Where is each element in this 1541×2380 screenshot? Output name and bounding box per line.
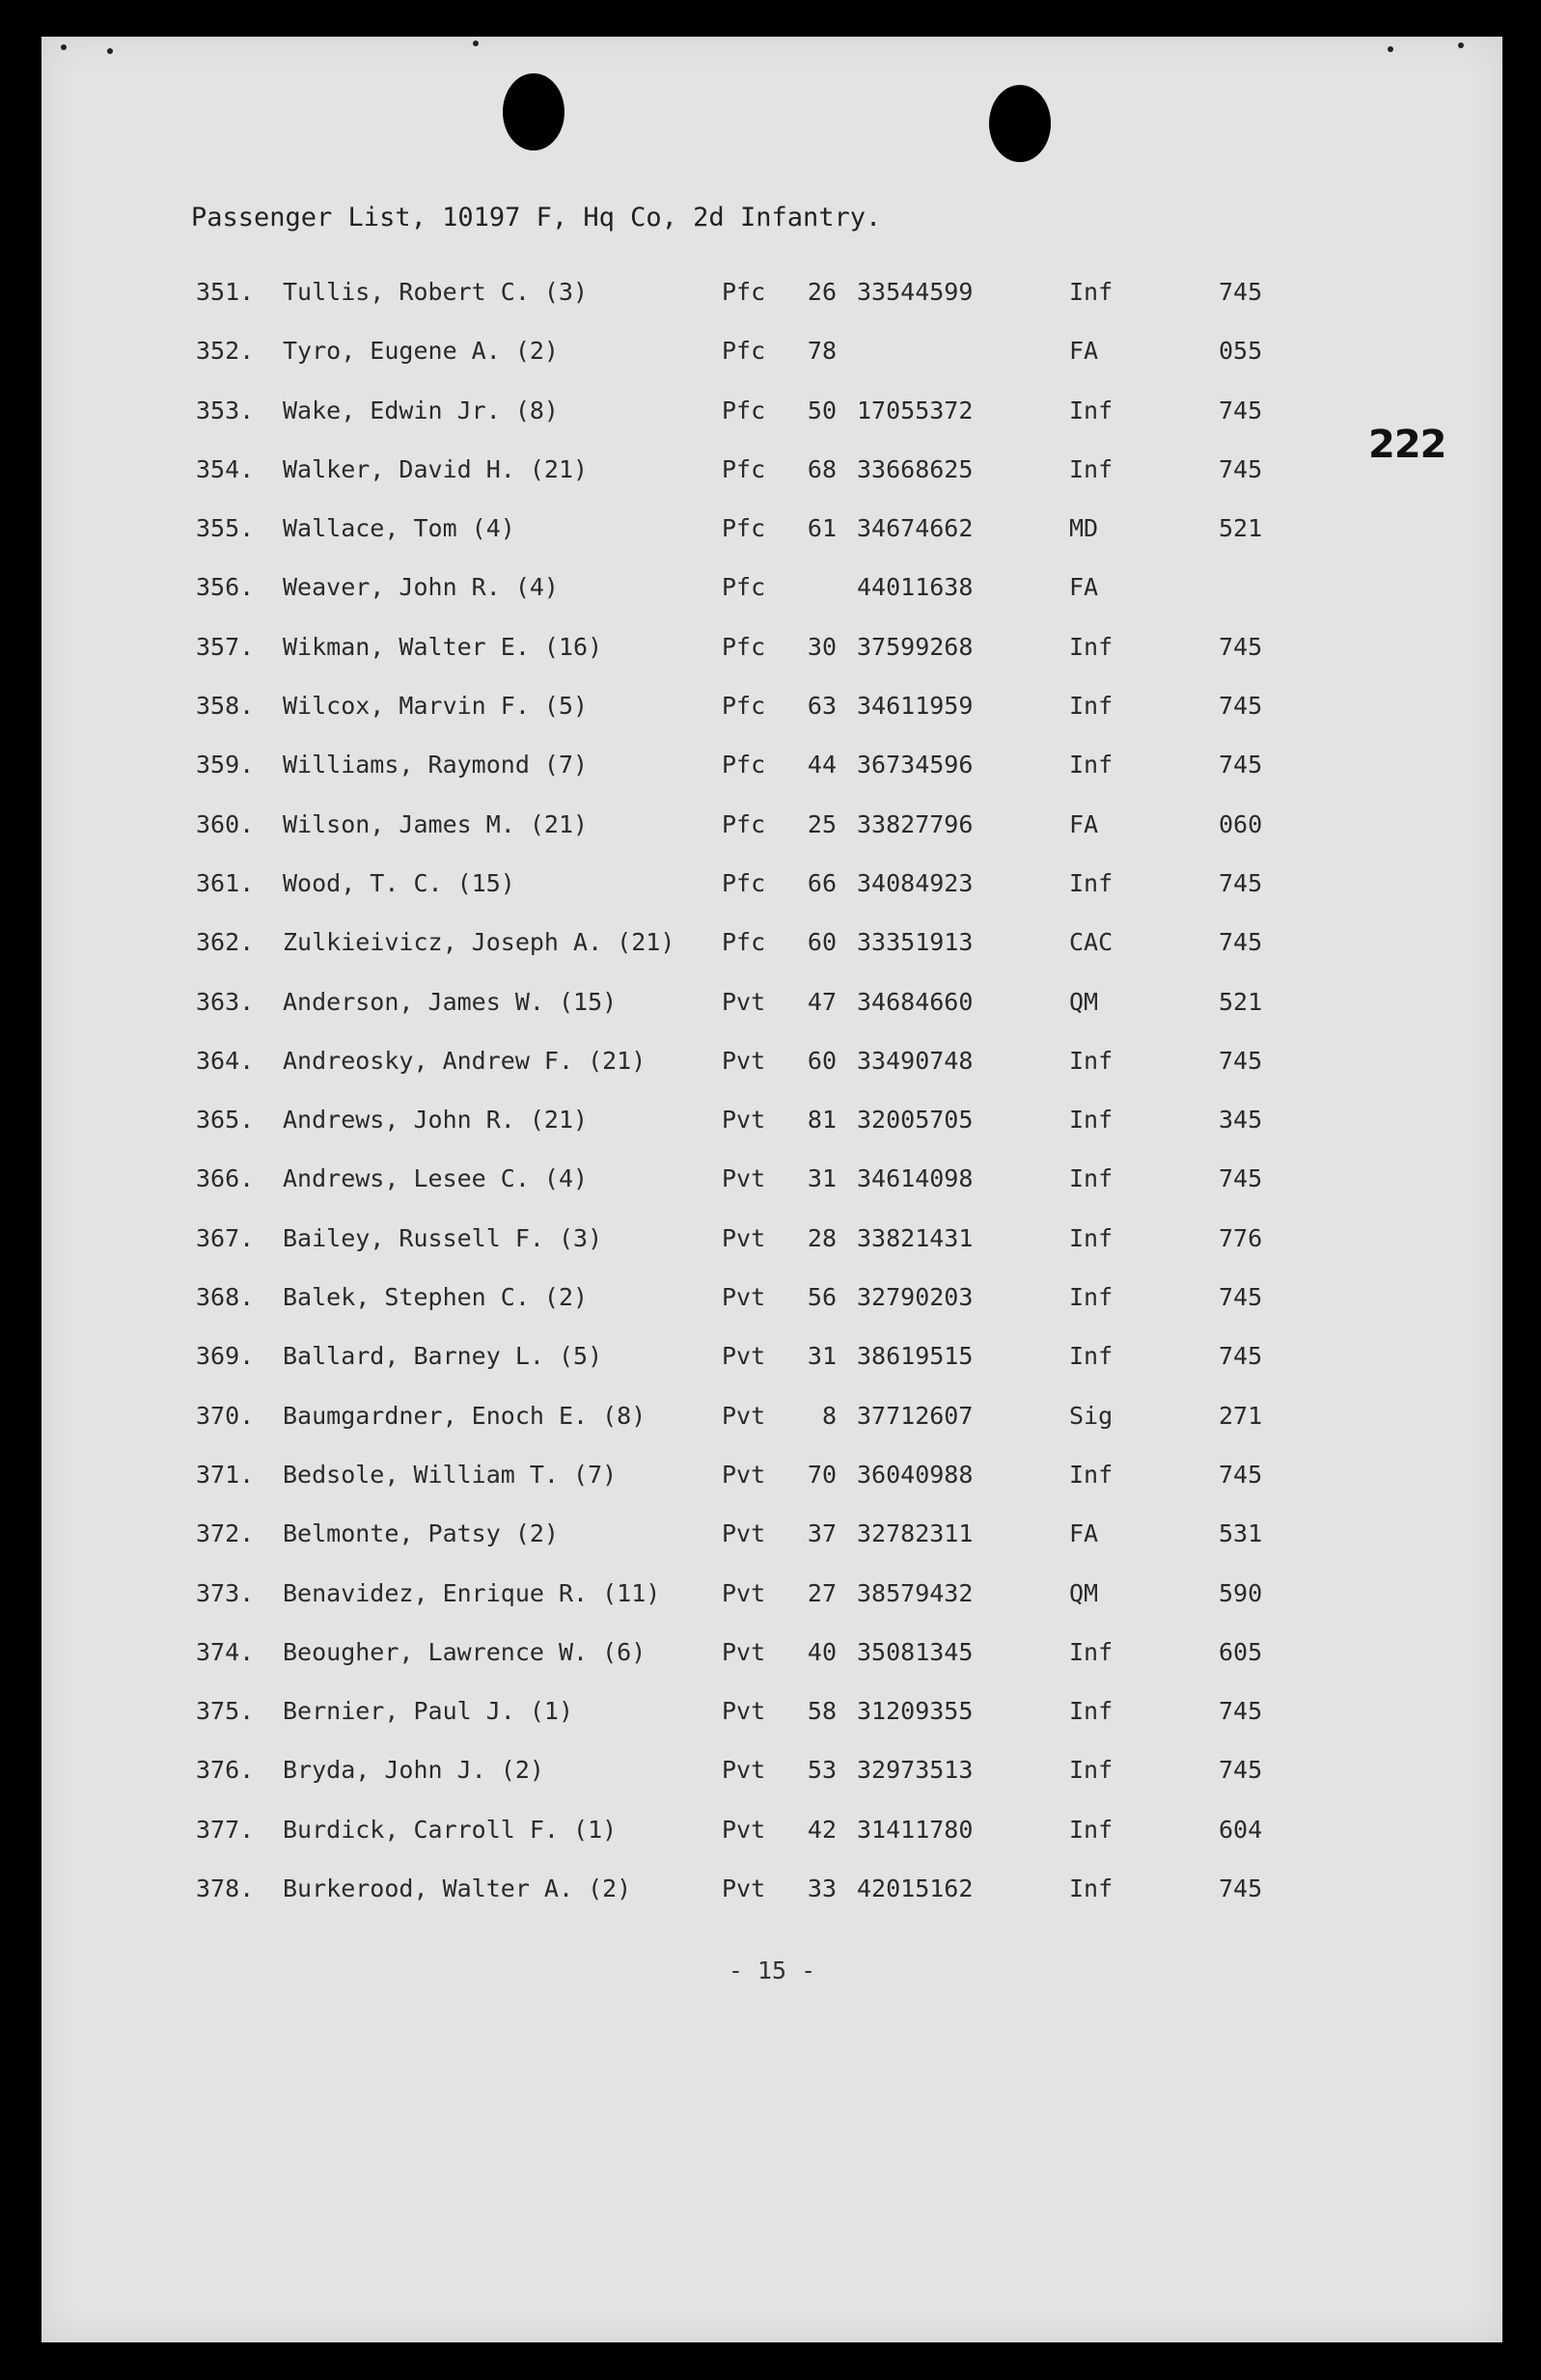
- cell-rank: Pfc: [722, 751, 766, 780]
- cell-rank: Pvt: [722, 1519, 766, 1548]
- cell-name: Wikman, Walter E. (16): [283, 632, 603, 661]
- cell-arm: Inf: [1069, 868, 1114, 897]
- cell-name: Bryda, John J. (2): [283, 1756, 544, 1785]
- cell-num: 352.: [196, 337, 255, 366]
- cell-age: 70: [807, 1460, 837, 1489]
- table-row: [41, 1628, 1502, 1687]
- cell-serial: 32790203: [857, 1283, 974, 1312]
- cell-num: 356.: [196, 573, 255, 602]
- cell-num: 351.: [196, 278, 255, 306]
- cell-serial: 33490748: [857, 1046, 974, 1075]
- cell-code: 055: [1219, 337, 1263, 366]
- cell-code: 745: [1219, 1046, 1263, 1075]
- cell-age: 68: [807, 454, 837, 483]
- cell-arm: Inf: [1069, 396, 1114, 424]
- speck: [1458, 42, 1464, 48]
- cell-num: 362.: [196, 928, 255, 957]
- cell-name: Walker, David H. (21): [283, 454, 589, 483]
- cell-name: Andreosky, Andrew F. (21): [283, 1046, 647, 1075]
- cell-name: Andrews, Lesee C. (4): [283, 1164, 589, 1193]
- cell-rank: Pfc: [722, 454, 766, 483]
- cell-age: 30: [807, 632, 837, 661]
- cell-arm: Inf: [1069, 751, 1114, 780]
- cell-arm: Inf: [1069, 1283, 1114, 1312]
- speck: [1388, 46, 1393, 52]
- cell-arm: Sig: [1069, 1401, 1114, 1430]
- cell-rank: Pvt: [722, 1637, 766, 1666]
- cell-arm: Inf: [1069, 1223, 1114, 1252]
- cell-age: 28: [807, 1223, 837, 1252]
- table-row: [41, 1510, 1502, 1569]
- table-row: [41, 1155, 1502, 1214]
- cell-name: Benavidez, Enrique R. (11): [283, 1578, 661, 1607]
- speck: [107, 48, 113, 54]
- cell-serial: 34084923: [857, 868, 974, 897]
- cell-age: 8: [821, 1401, 837, 1430]
- table-row: [41, 1392, 1502, 1451]
- cell-age: 42: [807, 1815, 837, 1844]
- table-row: [41, 1746, 1502, 1805]
- cell-age: 33: [807, 1874, 837, 1903]
- cell-name: Burdick, Carroll F. (1): [283, 1815, 618, 1844]
- cell-rank: Pfc: [722, 868, 766, 897]
- cell-num: 378.: [196, 1874, 255, 1903]
- cell-age: 37: [807, 1519, 837, 1548]
- cell-rank: Pfc: [722, 514, 766, 543]
- table-row: [41, 1687, 1502, 1746]
- cell-serial: 32005705: [857, 1106, 974, 1135]
- cell-age: 53: [807, 1756, 837, 1785]
- cell-serial: 31209355: [857, 1697, 974, 1726]
- table-row: [41, 327, 1502, 386]
- cell-name: Tullis, Robert C. (3): [283, 278, 589, 306]
- cell-code: 745: [1219, 1283, 1263, 1312]
- cell-code: 605: [1219, 1637, 1263, 1666]
- cell-age: 25: [807, 809, 837, 838]
- cell-name: Williams, Raymond (7): [283, 751, 589, 780]
- cell-arm: Inf: [1069, 1046, 1114, 1075]
- cell-num: 359.: [196, 751, 255, 780]
- cell-rank: Pvt: [722, 1223, 766, 1252]
- cell-age: 78: [807, 337, 837, 366]
- cell-serial: 34611959: [857, 692, 974, 721]
- cell-arm: FA: [1069, 573, 1099, 602]
- cell-rank: Pfc: [722, 809, 766, 838]
- table-row: [41, 1037, 1502, 1096]
- punch-hole-left: [503, 73, 564, 150]
- cell-rank: Pfc: [722, 278, 766, 306]
- cell-name: Balek, Stephen C. (2): [283, 1283, 589, 1312]
- cell-num: 355.: [196, 514, 255, 543]
- cell-serial: 32782311: [857, 1519, 974, 1548]
- cell-name: Wilcox, Marvin F. (5): [283, 692, 589, 721]
- cell-code: 060: [1219, 809, 1263, 838]
- cell-serial: 37712607: [857, 1401, 974, 1430]
- cell-code: 345: [1219, 1106, 1263, 1135]
- cell-serial: 17055372: [857, 396, 974, 424]
- table-row: [41, 563, 1502, 622]
- cell-num: 375.: [196, 1697, 255, 1726]
- cell-code: 604: [1219, 1815, 1263, 1844]
- cell-name: Wake, Edwin Jr. (8): [283, 396, 559, 424]
- cell-arm: FA: [1069, 809, 1099, 838]
- table-row: [41, 741, 1502, 800]
- cell-arm: Inf: [1069, 1106, 1114, 1135]
- cell-age: 56: [807, 1283, 837, 1312]
- cell-arm: FA: [1069, 337, 1099, 366]
- table-row: [41, 1865, 1502, 1924]
- cell-name: Tyro, Eugene A. (2): [283, 337, 559, 366]
- cell-code: 745: [1219, 928, 1263, 957]
- cell-age: 66: [807, 868, 837, 897]
- cell-name: Bernier, Paul J. (1): [283, 1697, 574, 1726]
- cell-code: 745: [1219, 1164, 1263, 1193]
- cell-serial: 36734596: [857, 751, 974, 780]
- cell-arm: MD: [1069, 514, 1099, 543]
- cell-rank: Pvt: [722, 1401, 766, 1430]
- cell-num: 376.: [196, 1756, 255, 1785]
- cell-serial: 33544599: [857, 278, 974, 306]
- cell-arm: QM: [1069, 987, 1099, 1016]
- cell-rank: Pvt: [722, 1046, 766, 1075]
- cell-name: Bailey, Russell F. (3): [283, 1223, 603, 1252]
- table-row: [41, 860, 1502, 918]
- table-row: [41, 387, 1502, 446]
- cell-name: Zulkieivicz, Joseph A. (21): [283, 928, 675, 957]
- table-row: [41, 446, 1502, 505]
- cell-name: Andrews, John R. (21): [283, 1106, 589, 1135]
- cell-code: 745: [1219, 632, 1263, 661]
- table-row: [41, 801, 1502, 860]
- cell-name: Weaver, John R. (4): [283, 573, 559, 602]
- cell-rank: Pvt: [722, 1874, 766, 1903]
- cell-code: 745: [1219, 1697, 1263, 1726]
- cell-num: 367.: [196, 1223, 255, 1252]
- cell-code: 745: [1219, 868, 1263, 897]
- cell-arm: FA: [1069, 1519, 1099, 1548]
- speck: [473, 41, 479, 46]
- cell-serial: 31411780: [857, 1815, 974, 1844]
- cell-rank: Pvt: [722, 1756, 766, 1785]
- cell-arm: Inf: [1069, 1756, 1114, 1785]
- cell-rank: Pvt: [722, 1106, 766, 1135]
- cell-code: 745: [1219, 692, 1263, 721]
- cell-code: 745: [1219, 1460, 1263, 1489]
- cell-num: 365.: [196, 1106, 255, 1135]
- cell-arm: Inf: [1069, 1815, 1114, 1844]
- cell-num: 374.: [196, 1637, 255, 1666]
- cell-rank: Pfc: [722, 928, 766, 957]
- cell-code: 531: [1219, 1519, 1263, 1548]
- table-row: [41, 1806, 1502, 1865]
- cell-num: 363.: [196, 987, 255, 1016]
- cell-name: Ballard, Barney L. (5): [283, 1342, 603, 1371]
- cell-arm: Inf: [1069, 278, 1114, 306]
- cell-age: 31: [807, 1342, 837, 1371]
- table-row: [41, 1096, 1502, 1155]
- cell-serial: 37599268: [857, 632, 974, 661]
- cell-age: 44: [807, 751, 837, 780]
- cell-age: 27: [807, 1578, 837, 1607]
- cell-serial: 34674662: [857, 514, 974, 543]
- cell-rank: Pvt: [722, 1460, 766, 1489]
- cell-code: 745: [1219, 396, 1263, 424]
- cell-num: 354.: [196, 454, 255, 483]
- cell-serial: 33351913: [857, 928, 974, 957]
- table-row: [41, 1332, 1502, 1391]
- cell-age: 60: [807, 1046, 837, 1075]
- cell-arm: CAC: [1069, 928, 1114, 957]
- cell-age: 31: [807, 1164, 837, 1193]
- cell-name: Wood, T. C. (15): [283, 868, 515, 897]
- cell-rank: Pfc: [722, 632, 766, 661]
- table-row: [41, 623, 1502, 682]
- cell-age: 26: [807, 278, 837, 306]
- cell-arm: Inf: [1069, 1460, 1114, 1489]
- cell-code: 271: [1219, 1401, 1263, 1430]
- cell-code: 745: [1219, 1342, 1263, 1371]
- cell-serial: 44011638: [857, 573, 974, 602]
- cell-num: 373.: [196, 1578, 255, 1607]
- cell-name: Wallace, Tom (4): [283, 514, 515, 543]
- cell-code: 745: [1219, 454, 1263, 483]
- cell-serial: 33668625: [857, 454, 974, 483]
- cell-num: 364.: [196, 1046, 255, 1075]
- cell-arm: QM: [1069, 1578, 1099, 1607]
- cell-num: 357.: [196, 632, 255, 661]
- cell-arm: Inf: [1069, 1637, 1114, 1666]
- cell-name: Bedsole, William T. (7): [283, 1460, 618, 1489]
- cell-serial: 38619515: [857, 1342, 974, 1371]
- cell-rank: Pvt: [722, 1342, 766, 1371]
- cell-num: 377.: [196, 1815, 255, 1844]
- cell-age: 40: [807, 1637, 837, 1666]
- cell-age: 50: [807, 396, 837, 424]
- cell-num: 372.: [196, 1519, 255, 1548]
- cell-arm: Inf: [1069, 1697, 1114, 1726]
- cell-rank: Pfc: [722, 573, 766, 602]
- page-stamp-number: 222: [1368, 423, 1446, 467]
- document-header: Passenger List, 10197 F, Hq Co, 2d Infantry.: [191, 203, 882, 233]
- cell-code: 776: [1219, 1223, 1263, 1252]
- cell-serial: 33827796: [857, 809, 974, 838]
- cell-num: 369.: [196, 1342, 255, 1371]
- table-row: [41, 1570, 1502, 1628]
- cell-num: 368.: [196, 1283, 255, 1312]
- page-number: - 15 -: [728, 1956, 816, 1984]
- cell-age: 60: [807, 928, 837, 957]
- cell-rank: Pvt: [722, 987, 766, 1016]
- cell-age: 63: [807, 692, 837, 721]
- cell-serial: 33821431: [857, 1223, 974, 1252]
- punch-hole-right: [989, 85, 1051, 162]
- cell-serial: 35081345: [857, 1637, 974, 1666]
- cell-code: 745: [1219, 278, 1263, 306]
- cell-serial: 42015162: [857, 1874, 974, 1903]
- cell-name: Belmonte, Patsy (2): [283, 1519, 559, 1548]
- cell-rank: Pfc: [722, 396, 766, 424]
- cell-rank: Pvt: [722, 1283, 766, 1312]
- cell-arm: Inf: [1069, 1342, 1114, 1371]
- cell-rank: Pfc: [722, 337, 766, 366]
- cell-num: 371.: [196, 1460, 255, 1489]
- cell-num: 358.: [196, 692, 255, 721]
- cell-code: 745: [1219, 751, 1263, 780]
- cell-rank: Pfc: [722, 692, 766, 721]
- cell-rank: Pvt: [722, 1815, 766, 1844]
- cell-rank: Pvt: [722, 1697, 766, 1726]
- cell-code: 745: [1219, 1756, 1263, 1785]
- cell-name: Baumgardner, Enoch E. (8): [283, 1401, 647, 1430]
- cell-num: 370.: [196, 1401, 255, 1430]
- table-row: [41, 918, 1502, 977]
- passenger-list: [41, 268, 1502, 1924]
- speck: [61, 44, 67, 50]
- cell-code: 521: [1219, 514, 1263, 543]
- cell-name: Burkerood, Walter A. (2): [283, 1874, 632, 1903]
- cell-num: 366.: [196, 1164, 255, 1193]
- cell-age: 81: [807, 1106, 837, 1135]
- cell-name: Wilson, James M. (21): [283, 809, 589, 838]
- cell-num: 361.: [196, 868, 255, 897]
- table-row: [41, 505, 1502, 563]
- cell-arm: Inf: [1069, 632, 1114, 661]
- cell-serial: 34684660: [857, 987, 974, 1016]
- cell-serial: 32973513: [857, 1756, 974, 1785]
- table-row: [41, 1451, 1502, 1510]
- cell-arm: Inf: [1069, 1164, 1114, 1193]
- cell-age: 61: [807, 514, 837, 543]
- cell-serial: 36040988: [857, 1460, 974, 1489]
- cell-code: 521: [1219, 987, 1263, 1016]
- cell-serial: 34614098: [857, 1164, 974, 1193]
- table-row: [41, 978, 1502, 1037]
- cell-code: 590: [1219, 1578, 1263, 1607]
- cell-code: 745: [1219, 1874, 1263, 1903]
- cell-name: Anderson, James W. (15): [283, 987, 618, 1016]
- cell-arm: Inf: [1069, 692, 1114, 721]
- document-page: [41, 37, 1502, 2342]
- cell-age: 58: [807, 1697, 837, 1726]
- cell-rank: Pvt: [722, 1578, 766, 1607]
- cell-age: 47: [807, 987, 837, 1016]
- cell-serial: 38579432: [857, 1578, 974, 1607]
- cell-arm: Inf: [1069, 1874, 1114, 1903]
- cell-num: 353.: [196, 396, 255, 424]
- cell-name: Beougher, Lawrence W. (6): [283, 1637, 647, 1666]
- table-row: [41, 268, 1502, 327]
- table-row: [41, 682, 1502, 741]
- table-row: [41, 1215, 1502, 1273]
- cell-rank: Pvt: [722, 1164, 766, 1193]
- cell-arm: Inf: [1069, 454, 1114, 483]
- table-row: [41, 1273, 1502, 1332]
- cell-num: 360.: [196, 809, 255, 838]
